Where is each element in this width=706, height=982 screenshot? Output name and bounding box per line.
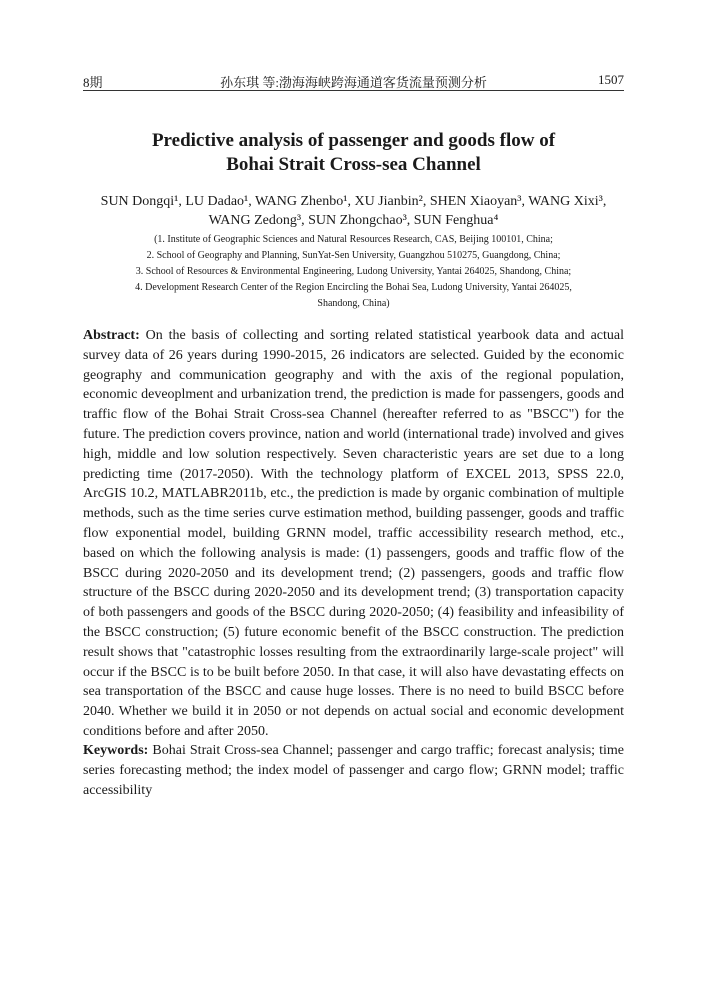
paper-title-line-2: Bohai Strait Cross-sea Channel [226, 154, 481, 175]
abstract-label: Abstract: [83, 328, 140, 343]
author-line-1: SUN Dongqi¹, LU Dadao¹, WANG Zhenbo¹, XU Jianbin², SHEN Xiaoyan³, WANG Xixi³, [100, 194, 607, 209]
author-line-2: WANG Zedong³, SUN Zhongchao³, SUN Fenghua⁴ [208, 213, 499, 228]
affiliation-5: Shandong, China) [317, 298, 390, 309]
keywords-label: Keywords: [83, 743, 149, 758]
keywords [83, 741, 624, 800]
affiliation-3: 3. School of Resources & Environmental Engineering, Ludong University, Yantai 264025, Shandong, China; [135, 266, 572, 277]
affiliation-1: (1. Institute of Geographic Sciences and Natural Resources Research, CAS, Beijing 100101, China; [154, 234, 553, 245]
page-number: 1507 [598, 72, 624, 87]
abstract-text: On the basis of collecting and sorting related statistical yearbook data and actual survey data of 26 years during 1990-2015, 26 indicators are selected. Guided by the economic geography and communication geography and with the axis of the regional population, economic deveoplment and urbanization trend, the prediction is made for passengers, goods and traffic flow of the Bohai Strait Cross-sea Channel (hereafter referred to as "BSCC") for the future. The prediction covers province, nation and world (international trade) involved and gives high, middle and low solution respectively. Seven characteristic years are set due to a long predicting time (2017-2050). With the technology platform of EXCEL 2013, SPSS 22.0, ArcGIS 10.2, MATLABR2011b, etc., the prediction is made by organic combination of multiple methods, such as the time series curve estimation method, building passenger, goods and traffic flow exponential model, building GRNN model, traffic accessibility research method, etc., based on which the following analysis is made: (1) passengers, goods and traffic flow of the BSCC during 2020-2050 and its development trend; (2) passengers, goods and traffic flow structure of the BSCC during 2020-2050 and its development trend; (3) transportation capacity of both passengers and goods of the BSCC during 2020-2050; (4) feasibility and infeasibility of the BSCC construction; (5) future economic benefit of the BSCC construction. The prediction result shows that "catastrophic losses resulting from the extraordinarily large-scale project" will occur if the BSCC is to be built before 2050. In that case, it will also have devastating effects on sea transportation of the BSCC and cause huge losses. There is no need to build BSCC before 2040. Whether we build it in 2050 or not depends on actual social and economic development conditions before and after 2050. [83, 328, 625, 739]
paper-title-line-1: Predictive analysis of passenger and goods flow of [151, 130, 556, 151]
running-header [83, 70, 624, 91]
abstract [83, 326, 624, 742]
keywords-text: Bohai Strait Cross-sea Channel; passenger and cargo traffic; forecast analysis; time series forecasting method; the index model of passenger and cargo flow; GRNN model; traffic accessibility [83, 743, 624, 798]
running-title: 孙东琪 等:渤海海峡跨海通道客货流量预测分析 [220, 75, 487, 90]
paper-title [83, 129, 624, 177]
affiliation-list [83, 232, 624, 312]
affiliation-2: 2. School of Geography and Planning, SunYat-Sen University, Guangzhou 510275, Guangdong, China; [146, 250, 561, 261]
issue-number: 8期 [83, 75, 103, 90]
affiliation-4: 4. Development Research Center of the Region Encircling the Bohai Sea, Ludong University, Yantai 264025, [135, 282, 572, 293]
author-list [83, 192, 624, 230]
